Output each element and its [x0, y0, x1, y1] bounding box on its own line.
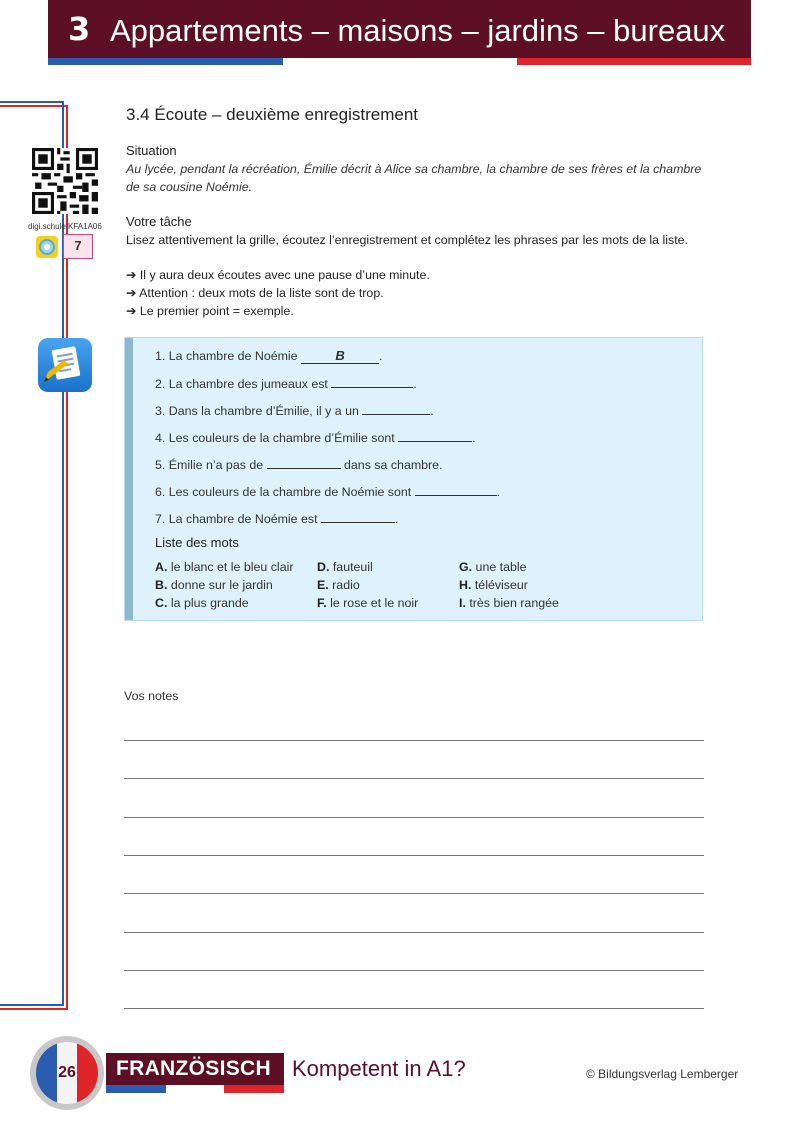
word-option: F. le rose et le noir	[317, 596, 419, 610]
word-option: G. une table	[459, 560, 527, 574]
footer-stripe-blue	[106, 1085, 166, 1093]
word-option: A. le blanc et le bleu clair	[155, 560, 294, 574]
answer-blank[interactable]	[362, 402, 430, 415]
task-label: Votre tâche	[126, 214, 192, 229]
qr-link-text[interactable]: digi.schule/KFA1A06	[28, 222, 102, 231]
frame-line	[0, 1008, 68, 1010]
exercise-item: 1. La chambre de Noémie B .	[155, 348, 383, 363]
word-option: E. radio	[317, 578, 360, 592]
instruction-line: ➔ Le premier point = exemple.	[126, 304, 294, 318]
chapter-title: Appartements – maisons – jardins – bureaux	[110, 13, 726, 48]
instruction-line: ➔ Attention : deux mots de la liste sont de trop.	[126, 286, 384, 300]
frame-line	[0, 1004, 64, 1006]
subject-label: FRANZÖSISCH	[116, 1057, 271, 1080]
header-stripe-red	[517, 58, 751, 65]
chapter-header	[48, 0, 751, 58]
footer-stripe-red	[224, 1085, 284, 1093]
notepad-icon	[38, 338, 92, 392]
exercise-box	[124, 337, 703, 621]
section-title: 3.4 Écoute – deuxième enregistrement	[126, 105, 419, 124]
chapter-number: 3	[68, 10, 91, 48]
situation-text: Au lycée, pendant la récréation, Émilie décrit à Alice sa chambre, la chambre de ses frères et la chambre de sa cousine Noémie.	[126, 162, 702, 194]
answer-blank[interactable]	[398, 429, 472, 442]
notes-label: Vos notes	[124, 689, 179, 703]
track-number-badge: 7	[63, 234, 93, 259]
note-line[interactable]	[124, 740, 704, 741]
frame-line	[0, 101, 62, 103]
answer-blank[interactable]	[267, 456, 341, 469]
note-line[interactable]	[124, 1008, 704, 1009]
answer-blank[interactable]	[331, 375, 413, 388]
instruction-line: ➔ Il y aura deux écoutes avec une pause d’une minute.	[126, 268, 430, 282]
note-line[interactable]	[124, 817, 704, 818]
exercise-item: 3. Dans la chambre d’Émilie, il y a un .	[155, 404, 434, 418]
exercise-item: 6. Les couleurs de la chambre de Noémie sont .	[155, 485, 501, 499]
word-option: H. téléviseur	[459, 578, 528, 592]
note-line[interactable]	[124, 893, 704, 894]
word-list-title: Liste des mots	[155, 535, 239, 550]
header-stripe-blue	[48, 58, 283, 65]
copyright: © Bildungsverlag Lemberger	[586, 1067, 739, 1081]
answer-blank[interactable]	[321, 510, 395, 523]
note-line[interactable]	[124, 970, 704, 971]
page-number: 26	[58, 1064, 76, 1081]
frame-line	[0, 105, 67, 107]
exercise-item: 7. La chambre de Noémie est .	[155, 512, 399, 526]
word-option: D. fauteuil	[317, 560, 373, 574]
audio-cd-icon[interactable]	[36, 236, 58, 258]
exercise-item: 2. La chambre des jumeaux est .	[155, 377, 417, 391]
word-option: B. donne sur le jardin	[155, 578, 273, 592]
word-option: I. très bien rangée	[459, 596, 559, 610]
note-line[interactable]	[124, 855, 704, 856]
situation-label: Situation	[126, 143, 177, 158]
answer-blank[interactable]	[415, 483, 497, 496]
qr-code-icon[interactable]	[32, 148, 98, 214]
note-line[interactable]	[124, 932, 704, 933]
exercise-item: 4. Les couleurs de la chambre d’Émilie sont .	[155, 431, 476, 445]
exercise-item: 5. Émilie n’a pas de dans sa chambre.	[155, 458, 443, 472]
example-answer: B	[301, 348, 379, 364]
word-option: C. la plus grande	[155, 596, 249, 610]
subject-band	[106, 1053, 284, 1085]
book-subtitle: Kompetent in A1?	[292, 1056, 466, 1081]
exercise-side-bar	[125, 338, 133, 620]
task-text: Lisez attentivement la grille, écoutez l’enregistrement et complétez les phrases par les mots de la liste.	[126, 233, 688, 247]
note-line[interactable]	[124, 778, 704, 779]
